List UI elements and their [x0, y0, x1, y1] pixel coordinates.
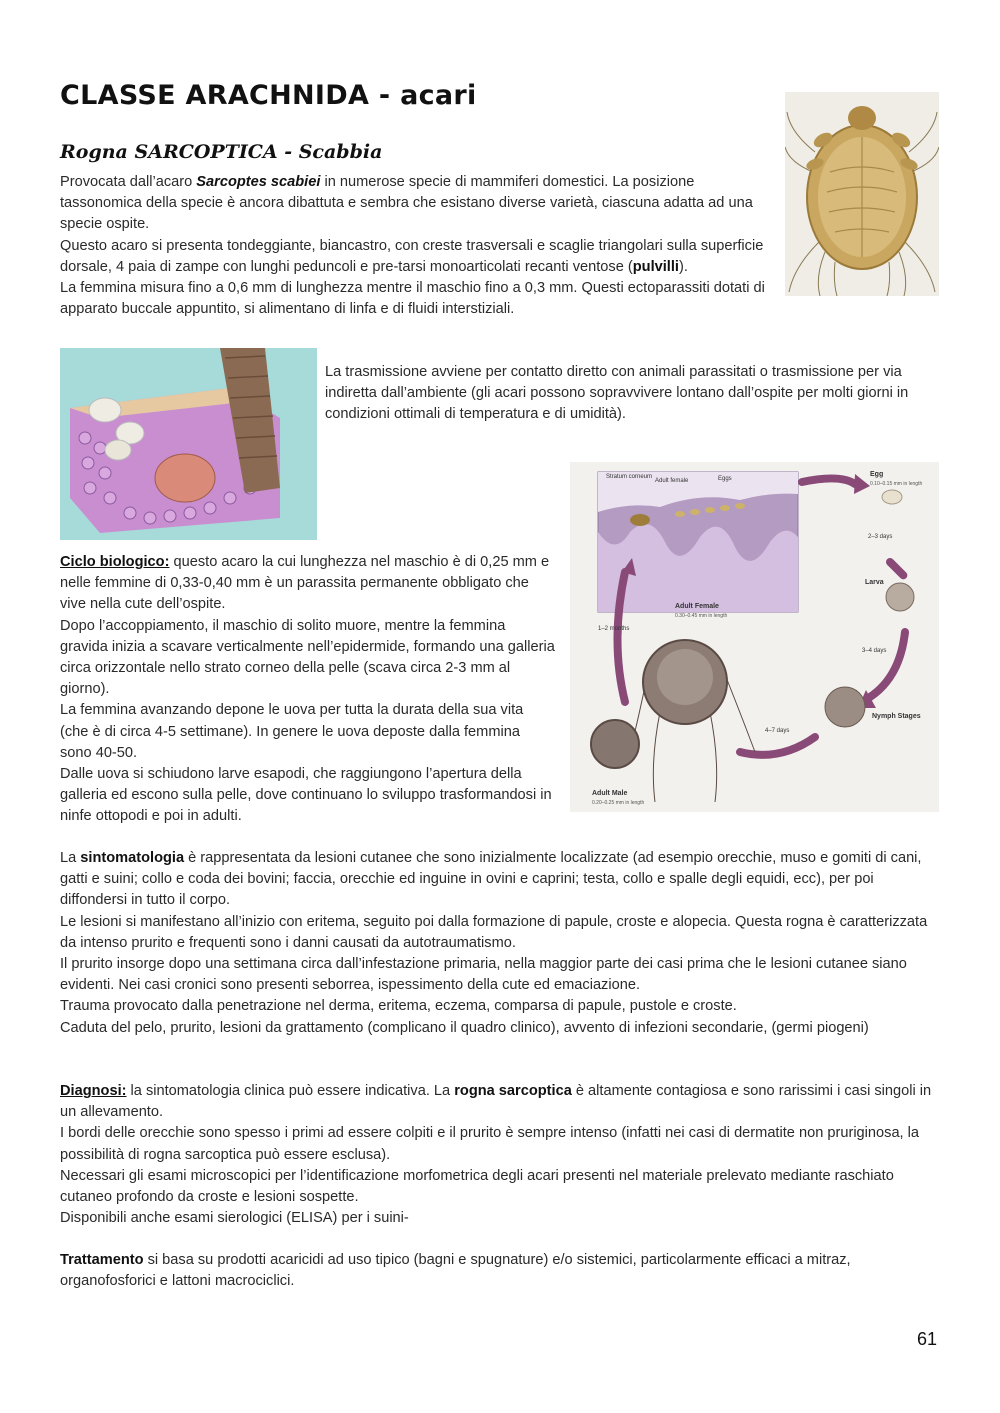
- label-adult-male-size: 0.20–0.25 mm in length: [592, 800, 645, 806]
- label-eggs: Eggs: [718, 476, 732, 482]
- label-nymph: Nymph Stages: [872, 713, 921, 720]
- label-4-7-days: 4–7 days: [765, 728, 790, 734]
- symptoms-paragraph-2: Le lesioni si manifestano all’inizio con eritema, seguito poi dalla formazione di papule, croste e alopecia. Questa rogna è caratterizzata da intenso prurito e frequenti sono i danni causati da autotraumatismo.: [60, 913, 928, 951]
- intro-paragraph-3: La femmina misura fino a 0,6 mm di lunghezza mentre il maschio fino a 0,3 mm. Questi ectoparassiti dotati di apparato buccale appuntito, si alimentano di linfa e di fluidi interstiziali.: [60, 280, 765, 318]
- symptoms-paragraph-4: Trauma provocato dalla penetrazione nel derma, eritema, eczema, comparsa di papule, pustole e croste.: [60, 998, 737, 1015]
- symptoms-section: [60, 848, 940, 1039]
- diagnosis-heading: Diagnosi:: [60, 1083, 127, 1099]
- label-3-4-days: 3–4 days: [862, 648, 887, 654]
- label-adult-female-top: Adult female: [655, 478, 689, 484]
- diagnosis-paragraph-4: Disponibili anche esami sierologici (ELISA) per i suini-: [60, 1210, 409, 1227]
- label-egg: Egg: [870, 471, 884, 478]
- label-2-3-days: 2–3 days: [868, 534, 893, 540]
- label-adult-female-size: 0.30–0.45 mm in length: [675, 613, 728, 619]
- cycle-heading: Ciclo biologico:: [60, 554, 170, 570]
- skin-burrow-illustration: [60, 348, 317, 540]
- mite-illustration: [785, 92, 939, 296]
- cycle-paragraph-2: Dopo l’accoppiamento, il maschio di solito muore, mentre la femmina gravida inizia a scavare verticalmente nell’epidermide, formando una galleria circa orizzontale nello strato corneo della pelle (scava circa 2-3 mm al giorno).: [60, 617, 555, 698]
- life-cycle-svg: [570, 462, 939, 812]
- section-subtitle: Rogna SARCOPTICA - Scabbia: [60, 141, 383, 163]
- page-number: 61: [917, 1329, 938, 1349]
- cycle-paragraph-1: Ciclo biologico: questo acaro la cui lunghezza nel maschio è di 0,25 mm e nelle femmine di 0,33-0,40 mm è un parassita permanente obbligato che vive nella cute dell’ospite.: [60, 554, 550, 613]
- label-1-2-months: 1–2 months: [598, 626, 630, 632]
- mite-photo: [785, 92, 939, 296]
- cycle-paragraph-3: La femmina avanzando depone le uova per tutta la durata della sua vita (che è di circa 4-5 settimane). In genere le uova deposte dalla femmina sono 40-50.: [60, 702, 524, 761]
- cycle-section: [60, 552, 555, 828]
- diagnosis-term: rogna sarcoptica: [454, 1083, 572, 1099]
- diagnosis-section: [60, 1081, 940, 1229]
- skin-section-image: [60, 348, 317, 540]
- label-adult-female: Adult Female: [675, 603, 719, 610]
- treatment-heading: Trattamento: [60, 1252, 144, 1268]
- label-stratum: Stratum corneum: [606, 474, 653, 480]
- symptoms-paragraph-5: Caduta del pelo, prurito, lesioni da grattamento (complicano il quadro clinico), avvento di infezioni secondarie, (germi piogeni): [60, 1019, 869, 1036]
- diagnosis-paragraph-1: Diagnosi: la sintomatologia clinica può essere indicativa. La rogna sarcoptica è altamente contagiosa e sono rarissimi i casi singoli in un allevamento.: [60, 1083, 932, 1121]
- pulvilli-term: pulvilli: [632, 258, 679, 275]
- intro-paragraph-1: Provocata dall’acaro Sarcoptes scabiei in numerose specie di mammiferi domestici. La posizione tassonomica della specie è ancora dibattuta e sembra che esistano diverse varietà, ciascuna adatta ad una specie ospite.: [60, 174, 753, 233]
- species-name: Sarcoptes scabiei: [196, 174, 321, 190]
- label-egg-size: 0.10–0.15 mm in length: [870, 481, 923, 487]
- life-cycle-diagram: [570, 462, 939, 812]
- treatment-section: [60, 1250, 940, 1292]
- symptoms-term: sintomatologia: [80, 850, 185, 866]
- diagnosis-paragraph-2: I bordi delle orecchie sono spesso i primi ad essere colpiti e il prurito è sempre intenso (infatti nei casi di dermatite non pruriginosa, la possibilità di rogna sarcoptica può essere esclusa).: [60, 1125, 920, 1163]
- label-larva: Larva: [865, 579, 884, 586]
- transmission-paragraph: La trasmissione avviene per contatto diretto con animali parassitati o trasmissione per via indiretta dall’ambiente (gli acari possono sopravvivere lontano dall’ospite per molti giorni in condizioni ottimali di temperatura e di umidità).: [325, 364, 909, 423]
- page-title: CLASSE ARACHNIDA - acari: [60, 80, 477, 111]
- symptoms-paragraph-3: Il prurito insorge dopo una settimana circa dall’infestazione primaria, nella maggior parte dei casi prima che le lesioni cutanee siano evidenti. Nei casi cronici sono presenti seborrea, ispessimento della cute ed emaciazione.: [60, 956, 907, 994]
- treatment-paragraph: Trattamento si basa su prodotti acaricidi ad uso tipico (bagni e spugnature) e/o sistemici, particolarmente efficaci a mitraz, organofosforici e lattoni macrociclici.: [60, 1252, 851, 1290]
- symptoms-paragraph-1: La sintomatologia è rappresentata da lesioni cutanee che sono inizialmente localizzate (ad esempio orecchie, muso e gomiti di cani, gatti e suini; collo e coda dei bovini; faccia, orecchie ed inguine in ovini e caprini; testa, collo e spalle degli equidi, ecc), per poi diffondersi in tutto il corpo.: [60, 850, 922, 909]
- label-adult-male: Adult Male: [592, 790, 628, 797]
- intro-paragraph-2: Questo acaro si presenta tondeggiante, biancastro, con creste trasversali e scaglie triangolari sulla superficie dorsale, 4 paia di zampe con lunghi peduncoli e pre-tarsi monoarticolati recanti ventose (pulvilli).: [60, 237, 764, 275]
- cycle-paragraph-4: Dalle uova si schiudono larve esapodi, che raggiungono l’apertura della galleria ed escono sulla pelle, dove continuano lo sviluppo trasformandosi in ninfe ottopodi e poi in adulti.: [60, 766, 552, 825]
- intro-text: [60, 172, 772, 320]
- diagnosis-paragraph-3: Necessari gli esami microscopici per l’identificazione morfometrica degli acari presenti nel materiale prelevato mediante raschiato cutaneo profondo da croste e lesioni sospette.: [60, 1167, 894, 1206]
